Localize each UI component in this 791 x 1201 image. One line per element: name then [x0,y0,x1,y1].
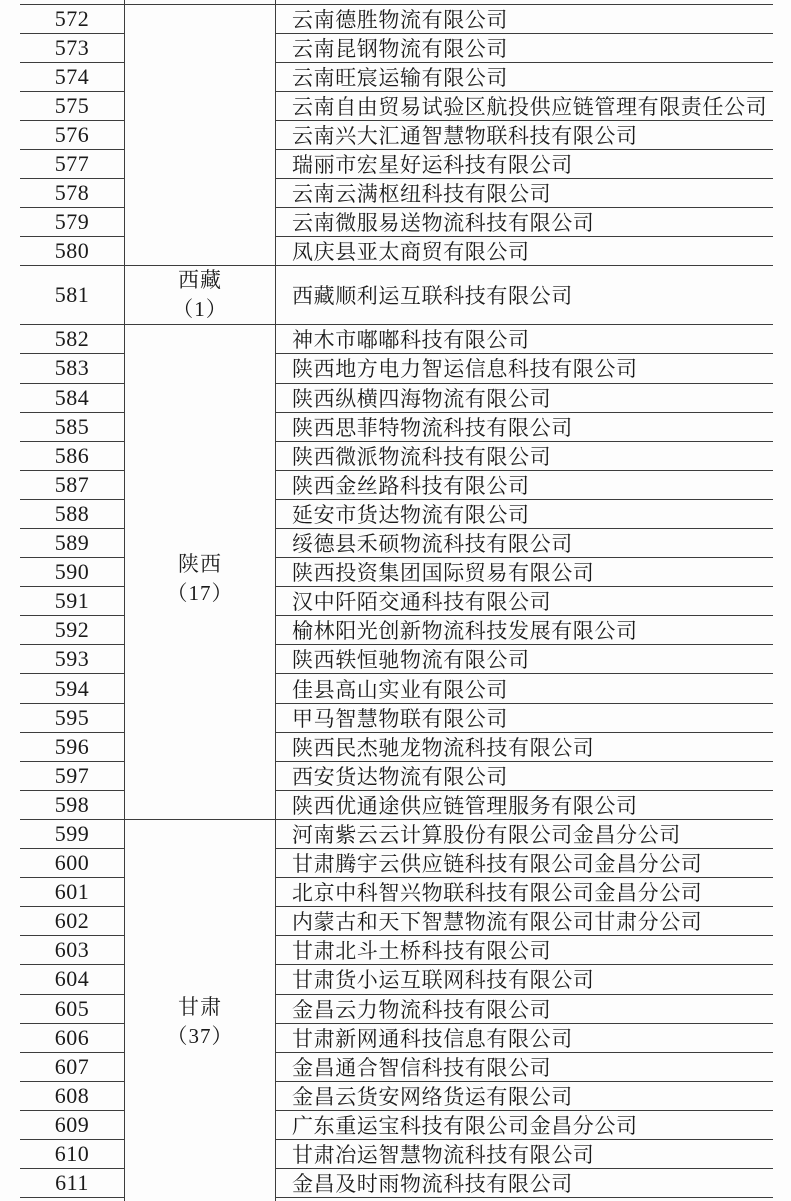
row-number-cell: 607 [20,1053,124,1082]
province-name: 甘肃 [178,995,222,1020]
row-number-cell: 572 [20,5,124,34]
company-cell: 云南兴大汇通智慧物联科技有限公司 [276,121,773,150]
province-group [20,5,773,267]
row-number-cell: 582 [20,325,124,354]
company-cell: 延安市货达物流有限公司 [276,500,773,529]
company-cell: 云南德胜物流有限公司 [276,5,773,34]
number-column [20,820,124,1198]
row-number-cell: 576 [20,121,124,150]
company-cell: 陕西地方电力智运信息科技有限公司 [276,354,773,383]
company-cell: 陕西优通途供应链管理服务有限公司 [276,791,773,820]
row-number-cell: 594 [20,674,124,703]
company-cell: 陕西投资集团国际贸易有限公司 [276,558,773,587]
row-number-cell: 604 [20,965,124,994]
company-cell: 甘肃货小运互联网科技有限公司 [276,965,773,994]
company-cell: 陕西民杰驰龙物流科技有限公司 [276,733,773,762]
province-group [20,325,773,820]
province-name: 西藏 [178,268,222,293]
row-number-cell: 575 [20,92,124,121]
row-number-cell: 574 [20,63,124,92]
company-cell: 绥德县禾硕物流科技有限公司 [276,529,773,558]
row-number-cell: 611 [20,1169,124,1198]
company-cell: 甘肃冶运智慧物流科技有限公司 [276,1140,773,1169]
company-cell: 佳县高山实业有限公司 [276,674,773,703]
company-cell: 甲马智慧物联有限公司 [276,704,773,733]
company-cell: 云南云满枢纽科技有限公司 [276,179,773,208]
row-number-cell: 610 [20,1140,124,1169]
row-number-cell: 599 [20,820,124,849]
row-number-cell: 606 [20,1024,124,1053]
company-cell: 云南旺宸运输有限公司 [276,63,773,92]
row-number-cell: 586 [20,442,124,471]
province-group [20,266,773,325]
province-name: 陕西 [178,552,222,577]
company-table [20,0,773,1201]
company-cell: 金昌云力物流科技有限公司 [276,995,773,1024]
row-number-cell: 578 [20,179,124,208]
company-cell: 汉中阡陌交通科技有限公司 [276,587,773,616]
company-cell: 陕西金丝路科技有限公司 [276,471,773,500]
company-cell: 甘肃新网通科技信息有限公司 [276,1024,773,1053]
row-number-cell: 608 [20,1082,124,1111]
row-number-cell: 580 [20,237,124,266]
company-cell: 内蒙古和天下智慧物流有限公司甘肃分公司 [276,907,773,936]
company-cell: 西藏顺利运互联科技有限公司 [276,266,773,324]
row-number-cell: 601 [20,878,124,907]
province-label [167,993,234,1051]
company-cell: 榆林阳光创新物流科技发展有限公司 [276,616,773,645]
company-cell: 陕西微派物流科技有限公司 [276,442,773,471]
company-column [276,325,773,820]
company-cell: 陕西纵横四海物流有限公司 [276,384,773,413]
company-cell: 广东重运宝科技有限公司金昌分公司 [276,1111,773,1140]
company-cell: 陕西轶恒驰物流有限公司 [276,645,773,674]
row-number-cell: 602 [20,907,124,936]
row-number-cell: 595 [20,704,124,733]
row-number-cell: 593 [20,645,124,674]
province-count: （1） [172,297,228,322]
province-cell [124,820,276,1198]
row-number-cell: 600 [20,849,124,878]
province-count: （37） [166,1024,234,1049]
row-number-cell: 591 [20,587,124,616]
province-label [172,266,228,324]
company-cell: 金昌及时雨物流科技有限公司 [276,1169,773,1198]
row-number-cell: 583 [20,354,124,383]
row-number-cell: 579 [20,208,124,237]
row-number-cell: 588 [20,500,124,529]
row-number-cell: 590 [20,558,124,587]
company-cell: 云南自由贸易试验区航投供应链管理有限责任公司 [276,92,773,121]
number-column [20,325,124,820]
company-column [276,266,773,325]
company-cell: 河南紫云云计算股份有限公司金昌分公司 [276,820,773,849]
province-group [20,820,773,1198]
company-cell: 金昌云货安网络货运有限公司 [276,1082,773,1111]
row-number-cell: 577 [20,150,124,179]
company-cell: 凤庆县亚太商贸有限公司 [276,237,773,266]
company-column [276,820,773,1198]
row-number-cell: 581 [20,266,124,324]
company-cell: 甘肃腾宇云供应链科技有限公司金昌分公司 [276,849,773,878]
row-number-cell: 597 [20,762,124,791]
company-cell: 云南昆钢物流有限公司 [276,34,773,63]
company-column [276,5,773,267]
company-cell: 北京中科智兴物联科技有限公司金昌分公司 [276,878,773,907]
province-cell [124,325,276,820]
row-number-cell: 603 [20,936,124,965]
company-cell: 瑞丽市宏星好运科技有限公司 [276,150,773,179]
number-column [20,266,124,325]
company-cell: 甘肃北斗土桥科技有限公司 [276,936,773,965]
company-cell: 神木市嘟嘟科技有限公司 [276,325,773,354]
province-cell [124,266,276,325]
row-number-cell: 573 [20,34,124,63]
row-number-cell: 598 [20,791,124,820]
row-number-cell: 592 [20,616,124,645]
row-number-cell: 585 [20,413,124,442]
company-cell: 金昌通合智信科技有限公司 [276,1053,773,1082]
row-number-cell: 605 [20,995,124,1024]
row-number-cell: 596 [20,733,124,762]
company-cell: 陕西思菲特物流科技有限公司 [276,413,773,442]
province-label [167,550,234,608]
row-number-cell: 587 [20,471,124,500]
row-number-cell: 609 [20,1111,124,1140]
province-count: （17） [166,581,234,606]
company-cell: 西安货达物流有限公司 [276,762,773,791]
company-cell: 云南微服易送物流科技有限公司 [276,208,773,237]
province-cell [124,5,276,267]
row-number-cell: 589 [20,529,124,558]
row-number-cell: 584 [20,384,124,413]
number-column [20,5,124,267]
